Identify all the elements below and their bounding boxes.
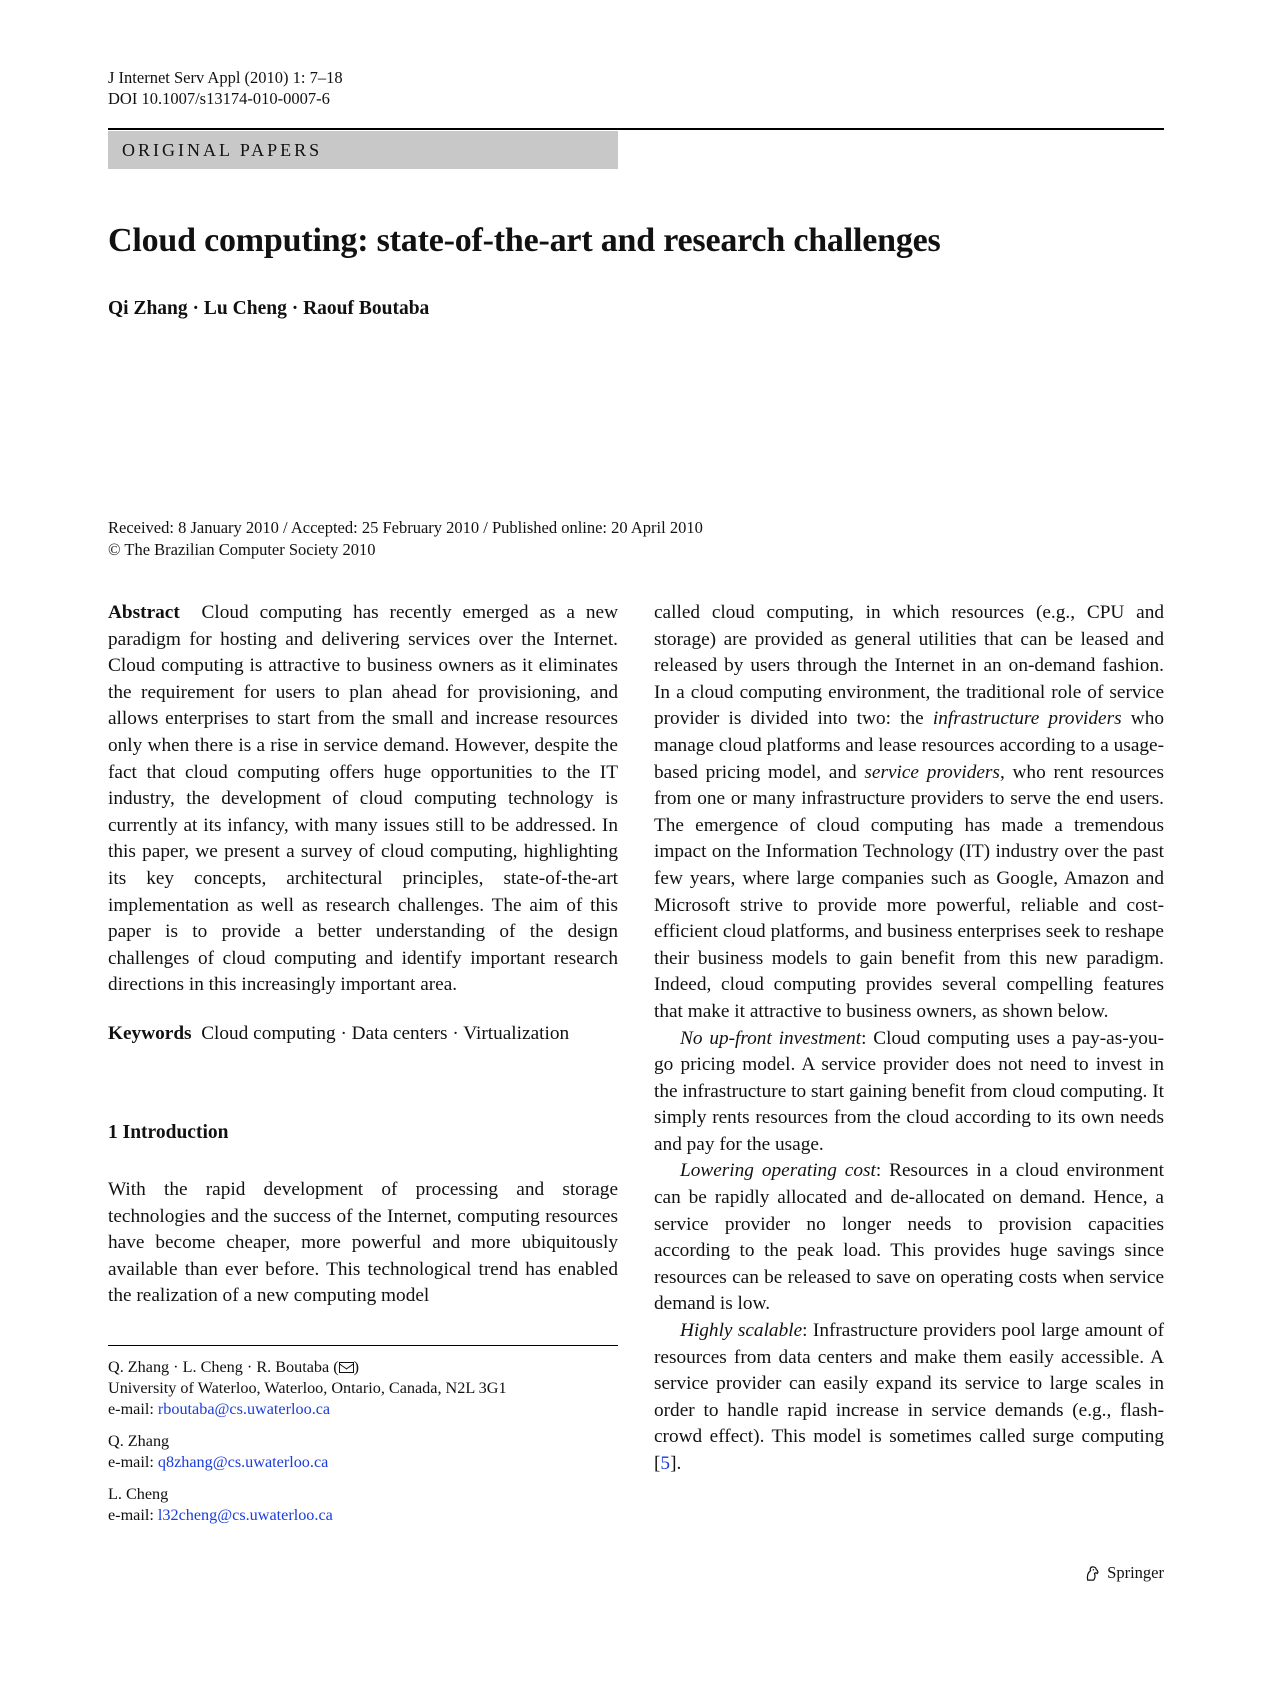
doi: DOI 10.1007/s13174-010-0007-6	[108, 89, 330, 108]
reference-link[interactable]: 5	[660, 1453, 671, 1474]
author-name: Q. Zhang	[108, 1432, 170, 1450]
author-name: L. Cheng	[108, 1485, 169, 1503]
copyright: © The Brazilian Computer Society 2010	[108, 540, 376, 559]
email-link-zhang[interactable]: q8zhang@cs.uwaterloo.ca	[157, 1453, 329, 1471]
abstract	[108, 600, 618, 999]
paper-title: Cloud computing: state-of-the-art and research challenges	[108, 222, 941, 259]
keywords	[108, 1021, 618, 1048]
intro-paragraph	[108, 1177, 618, 1310]
publication-history	[108, 517, 703, 561]
email-link-cheng[interactable]: l32cheng@cs.uwaterloo.ca	[157, 1506, 333, 1524]
keywords-label: Keywords	[108, 1022, 192, 1044]
email-row: e-mail: l32cheng@cs.uwaterloo.ca	[108, 1506, 333, 1524]
publisher-logo	[1083, 1563, 1164, 1583]
intro-text: With the rapid development of processing and storage technologies and the success of the Internet, computing resources have become cheaper, more powerful and more ubiquitously available than ever before. This technological trend has enabled the realization of a new computing model	[108, 1179, 618, 1307]
feature-no-upfront: No up-front investment: Cloud computing uses a pay-as-you-go pricing model. A service provider does not need to invest in the infrastructure to start gaining benefit from cloud computing. It simply rents resources from the cloud according to its own needs and pay for the usage.	[654, 1027, 1164, 1155]
abstract-block	[108, 600, 618, 1048]
publisher-name: Springer	[1107, 1563, 1164, 1582]
feature-lowering-cost: Lowering operating cost: Resources in a cloud environment can be rapidly allocated and de-allocated on demand. Hence, a service provider no longer needs to provision capacities according to the peak load. This provides huge savings since resources can be released to save on operating costs when service demand is low.	[654, 1160, 1164, 1315]
journal-info	[108, 67, 343, 109]
header-rule	[108, 128, 1164, 130]
abstract-label: Abstract	[108, 602, 180, 623]
keywords-text: Cloud computing · Data centers · Virtualization	[201, 1022, 570, 1044]
affiliation-zhang	[108, 1431, 628, 1473]
received-dates: Received: 8 January 2010 / Accepted: 25 February 2010 / Published online: 20 April 2010	[108, 518, 703, 537]
email-link-boutaba[interactable]: rboutaba@cs.uwaterloo.ca	[157, 1400, 331, 1418]
envelope-icon	[339, 1362, 354, 1373]
section-label: ORIGINAL PAPERS	[108, 131, 618, 169]
section-heading-introduction: 1 Introduction	[108, 1122, 229, 1143]
email-row: e-mail: q8zhang@cs.uwaterloo.ca	[108, 1453, 329, 1471]
footnote-rule	[108, 1345, 618, 1346]
intro-continued: called cloud computing, in which resources (e.g., CPU and storage) are provided as general utilities that can be leased and released by users through the Internet in an on-demand fashion. In a cloud computing environment, the traditional role of service provider is divided into two: the infrastructure providers who manage cloud platforms and lease resources according to a usage-based pricing model, and service providers, who rent resources from one or many infrastructure providers to serve the end users. The emergence of cloud computing has made a tremendous impact on the Information Technology (IT) industry over the past few years, where large companies such as Google, Amazon and Microsoft strive to provide more powerful, reliable and cost-efficient cloud platforms, and business enterprises seek to reshape their business models to gain benefit from this new paradigm. Indeed, cloud computing provides several compelling features that make it attractive to business owners, as shown below.	[654, 602, 1164, 1022]
email-row: e-mail: rboutaba@cs.uwaterloo.ca	[108, 1400, 331, 1418]
affiliation-cheng	[108, 1484, 628, 1526]
affiliation-authors: Q. Zhang · L. Cheng · R. Boutaba ( )	[108, 1358, 360, 1376]
journal-citation: J Internet Serv Appl (2010) 1: 7–18	[108, 68, 343, 87]
feature-highly-scalable: Highly scalable: Infrastructure providers pool large amount of resources from data centers and make them easily accessible. A service provider can easily expand its service to large scales in order to handle rapid increase in service demands (e.g., flash-crowd effect). This model is sometimes called surge computing [5].	[654, 1320, 1164, 1474]
right-column	[654, 600, 1164, 1478]
author-list: Qi Zhang · Lu Cheng · Raouf Boutaba	[108, 298, 430, 319]
affiliation-main	[108, 1357, 628, 1420]
affiliations	[108, 1357, 628, 1537]
abstract-text: Cloud computing has recently emerged as a new paradigm for hosting and delivering services over the Internet. Cloud computing is attractive to business owners as it eliminates the requirement for users to plan ahead for provisioning, and allows enterprises to start from the small and increase resources only when there is a rise in service demand. However, despite the fact that cloud computing offers huge opportunities to the IT industry, the development of cloud computing technology is currently at its infancy, with many issues still to be addressed. In this paper, we present a survey of cloud computing, highlighting its key concepts, architectural principles, state-of-the-art implementation as well as research challenges. The aim of this paper is to provide a better understanding of the design challenges of cloud computing and identify important research directions in this increasingly important area.	[108, 602, 618, 996]
springer-horse-icon	[1083, 1564, 1102, 1583]
affiliation-university: University of Waterloo, Waterloo, Ontario, Canada, N2L 3G1	[108, 1379, 507, 1397]
